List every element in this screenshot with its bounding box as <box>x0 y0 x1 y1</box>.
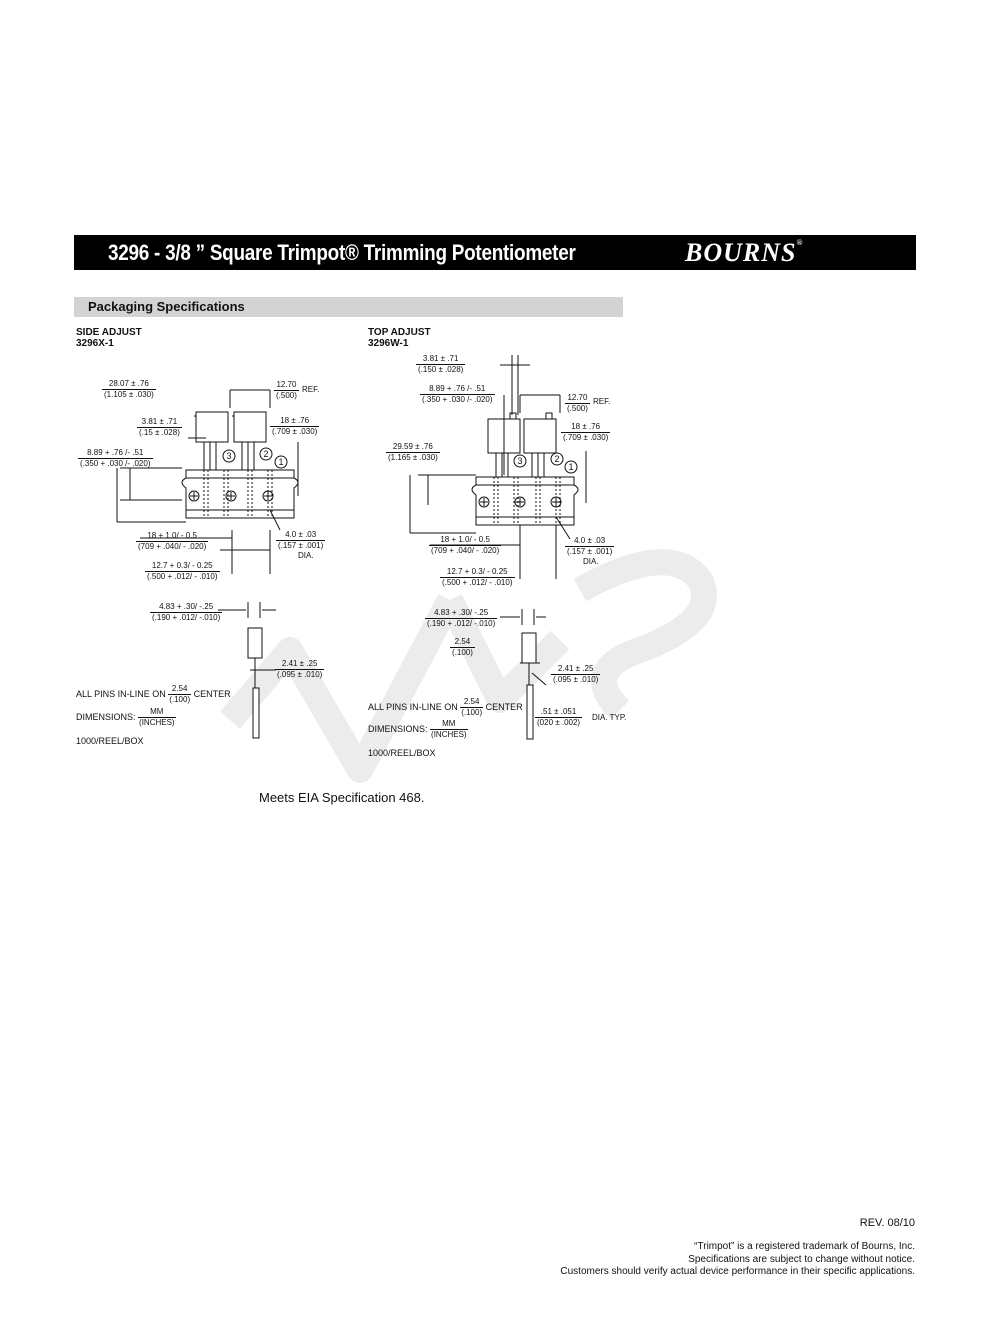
top-dim-lead-length: 2.41 ± .25 (.095 ± .010) <box>553 664 599 684</box>
side-adjust-model: 3296X-1 <box>76 338 114 349</box>
side-dim-height: 8.89 + .76 /- .51 (.350 + .030 /- .020) <box>80 448 151 468</box>
top-dim-body-thickness: 4.83 + .30/ -.25 (.190 + .012/ -.010) <box>427 608 496 628</box>
side-pin-1-label: 1 <box>278 457 284 467</box>
side-adjust-heading <box>76 327 142 349</box>
section-title: Packaging Specifications <box>88 299 245 314</box>
side-qty-note: 1000/REEL/BOX <box>76 736 144 746</box>
revision-label: REV. 08/10 <box>859 1217 915 1229</box>
side-pin-3-label: 3 <box>226 451 232 461</box>
top-dim-lead-spacing: 2.54 (.100) <box>452 637 473 657</box>
top-dim-tape-width: 18 + 1.0/ - 0.5 (709 + .040/ - .020) <box>431 535 500 555</box>
top-pin-1-label: 1 <box>568 462 574 472</box>
side-dim-dia-suffix: DIA. <box>298 551 314 560</box>
footer-line-verify: Customers should verify actual device performance in their specific applications. <box>560 1266 915 1277</box>
top-qty-note: 1000/REEL/BOX <box>368 748 436 758</box>
top-dim-ref-suffix: REF. <box>593 397 611 406</box>
side-dimensions-note: DIMENSIONS: $\frac{MM}{\text{(INCHES)}}$ <box>76 707 175 727</box>
side-dim-pitch: 18 ± .76 (.709 ± .030) <box>272 416 318 436</box>
logo-text: BOURNS <box>685 238 797 267</box>
side-dim-ref-width: 12.70 (.500) <box>276 380 297 400</box>
footer-line-trademark: “Trimpot” is a registered trademark of Bourns, Inc. <box>694 1241 915 1252</box>
top-dim-lead-dia-suffix: DIA. TYP. <box>592 713 627 722</box>
side-dim-overall-length: 28.07 ± .76 (1.105 ± .030) <box>104 379 154 399</box>
top-adjust-heading <box>368 327 431 349</box>
eia-spec-note: Meets EIA Specification 468. <box>259 790 425 805</box>
top-adjust-label: TOP ADJUST <box>368 327 431 338</box>
top-pin-3-label: 3 <box>517 456 523 466</box>
top-inline-note: ALL PINS IN-LINE ON $\frac{2.54}{(.100)}$ CENTER <box>368 697 523 717</box>
footer-notes <box>560 1241 915 1279</box>
document-title: 3296 - 3/8 ” Square Trimpot® Trimming Potentiometer <box>108 240 576 265</box>
top-pin-2-label: 2 <box>554 454 560 464</box>
top-dim-hole-pitch: 12.7 + 0.3/ - 0.25 (.500 + .012/ - .010) <box>442 567 513 587</box>
top-dim-pitch: 18 ± .76 (.709 ± .030) <box>563 422 609 442</box>
side-dim-ref-suffix: REF. <box>302 385 320 394</box>
top-dim-lead-dia: .51 ± .051 (020 ± .002) <box>537 707 581 727</box>
side-dim-tape-width: 18 + 1.0/ - 0.5 (709 + .040/ - .020) <box>138 531 207 551</box>
side-pin-2-label: 2 <box>263 449 269 459</box>
side-inline-note: ALL PINS IN-LINE ON $\frac{2.54}{(.100)}$ CENTER <box>76 684 231 704</box>
top-dim-height: 8.89 + .76 /- .51 (.350 + .030 /- .020) <box>422 384 493 404</box>
top-dimensions-note: DIMENSIONS: $\frac{MM}{\text{(INCHES)}}$ <box>368 719 467 739</box>
side-dim-hole-pitch: 12.7 + 0.3/ - 0.25 (.500 + .012/ - .010) <box>147 561 218 581</box>
side-dim-body-thickness: 4.83 + .30/ -.25 (.190 + .012/ -.010) <box>152 602 221 622</box>
top-adjust-model: 3296W-1 <box>368 338 409 349</box>
side-dim-lead-offset: 3.81 ± .71 (.15 ± .028) <box>139 417 180 437</box>
logo-registered-mark: ® <box>796 238 804 247</box>
side-dim-hole-dia: 4.0 ± .03 (.157 ± .001) <box>278 530 324 550</box>
side-dim-lead-length: 2.41 ± .25 (.095 ± .010) <box>277 659 323 679</box>
top-dim-lead-offset: 3.81 ± .71 (.150 ± .028) <box>418 354 464 374</box>
bourns-logo <box>685 238 803 268</box>
top-dim-dia-suffix: DIA. <box>583 557 599 566</box>
top-dim-ref-width: 12.70 (.500) <box>567 393 588 413</box>
footer-line-specs: Specifications are subject to change without notice. <box>688 1253 915 1265</box>
top-dim-overall-length: 29.59 ± .76 (1.165 ± .030) <box>388 442 438 462</box>
side-adjust-label: SIDE ADJUST <box>76 327 142 338</box>
top-dim-hole-dia: 4.0 ± .03 (.157 ± .001) <box>567 536 613 556</box>
